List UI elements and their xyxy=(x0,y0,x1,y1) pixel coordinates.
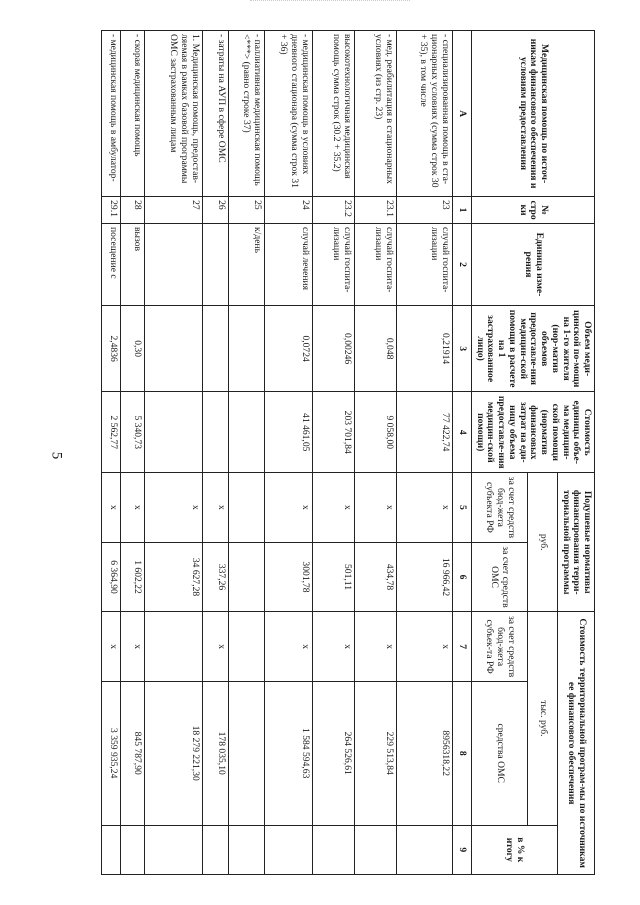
table-row xyxy=(396,31,452,875)
header-norms-oms: за счет средств ОМС xyxy=(471,542,527,612)
row-name: - медицинская помощь в амбулатор- xyxy=(101,31,120,197)
row-cost-oms: 8956318,22 xyxy=(396,681,452,825)
col-number: 8 xyxy=(452,681,471,825)
row-cost-budget: х xyxy=(101,612,120,682)
row-percent xyxy=(264,825,312,874)
row-name: - затраты на АУП в сфере ОМС xyxy=(202,31,228,197)
row-unit-cost: 203 701,84 xyxy=(312,392,354,473)
row-unit-cost xyxy=(228,392,264,473)
row-unit xyxy=(144,224,202,306)
table-row xyxy=(144,31,202,875)
row-volume: 2,4836 xyxy=(101,305,120,391)
row-cost-oms xyxy=(228,681,264,825)
table-row xyxy=(202,31,228,875)
page-number: 5 xyxy=(48,451,65,460)
row-percent xyxy=(101,825,120,874)
row-unit xyxy=(202,224,228,306)
row-volume: 0,21914 xyxy=(396,305,452,391)
row-percent xyxy=(120,825,144,874)
row-percent xyxy=(396,825,452,874)
row-unit: случай лечения xyxy=(264,224,312,306)
row-number: 27 xyxy=(144,197,202,224)
table-row xyxy=(120,31,144,875)
row-volume: 0,30 xyxy=(120,305,144,391)
row-number: 24 xyxy=(264,197,312,224)
header-percent-total: в % к итогу xyxy=(471,825,557,874)
row-percent xyxy=(228,825,264,874)
col-number: 9 xyxy=(452,825,471,874)
row-name: - специализированная помощь в ста-ционарных условиях (сумма строк 30 + 35), в том числе xyxy=(396,31,452,197)
row-unit-cost: 5 340,73 xyxy=(120,392,144,473)
row-number: 28 xyxy=(120,197,144,224)
row-cost-oms: 845 787,90 xyxy=(120,681,144,825)
row-unit-cost xyxy=(202,392,228,473)
row-norm-oms: 434,78 xyxy=(354,542,396,612)
row-cost-oms: 18 279 221,30 xyxy=(144,681,202,825)
col-number: 4 xyxy=(452,392,471,473)
row-norm-budget: х xyxy=(354,473,396,543)
row-norm-budget: х xyxy=(396,473,452,543)
row-norm-budget xyxy=(228,473,264,543)
header-care-type: Медицинская помощь по источ-никам финансового обеспечения и условиям предоставления xyxy=(471,31,594,197)
row-cost-budget xyxy=(144,612,202,682)
col-number: 1 xyxy=(452,197,471,224)
header-per-capita-norms: Подушевые нормативы финансирования терри-ториальной программы xyxy=(557,473,594,612)
row-volume: 0,0724 xyxy=(264,305,312,391)
row-unit: к/день xyxy=(228,224,264,306)
row-norm-oms xyxy=(228,542,264,612)
header-norms-unit: руб. xyxy=(527,473,557,612)
row-norm-budget: х xyxy=(312,473,354,543)
row-norm-oms: 501,11 xyxy=(312,542,354,612)
row-percent xyxy=(202,825,228,874)
row-unit: случай госпита-лизации xyxy=(396,224,452,306)
table-row xyxy=(264,31,312,875)
header-cost-unit: тыс. руб. xyxy=(527,612,557,825)
row-cost-budget: х xyxy=(202,612,228,682)
row-name: 1. Медицинская помощь, предостав-ляемая в рамках базовой программы ОМС застрахованным лицам xyxy=(144,31,202,197)
row-norm-oms: 3001,78 xyxy=(264,542,312,612)
row-norm-budget: х xyxy=(264,473,312,543)
program-cost-table xyxy=(101,30,595,875)
row-percent xyxy=(144,825,202,874)
row-name: - медицинская помощь в условиях дневного стационара (сумма строк 31 + 36) xyxy=(264,31,312,197)
row-volume xyxy=(228,305,264,391)
col-number: 5 xyxy=(452,473,471,543)
row-number: 26 xyxy=(202,197,228,224)
row-norm-budget: х xyxy=(101,473,120,543)
row-percent xyxy=(354,825,396,874)
row-unit: вызов xyxy=(120,224,144,306)
header-volume: Объем меди-цинской по-мощи на 1-го жителя (нор-матив объемов предоставле-ния медицин-ской помощи в расчете на 1 застрахованное лицо) xyxy=(471,305,594,391)
row-name: - мед. реабилитация в стационарных условиях (из стр. 23) xyxy=(354,31,396,197)
header-program-cost: Стоимость территориальной програм-мы по источникам ее финансового обеспечения xyxy=(557,612,594,875)
col-number: А xyxy=(452,31,471,197)
row-number: 23.2 xyxy=(312,197,354,224)
row-name: - скорая медицинская помощь xyxy=(120,31,144,197)
header-unit-cost: Стоимость единицы объе-ма медицин-ской помощи (норматив финансовых затрат на еди-ницу объема предоставле-ния медицин-ской помощи) xyxy=(471,392,594,473)
header-cost-budget: за счет средств бюд-жета субъек-та РФ xyxy=(471,612,527,682)
row-unit-cost: 41 461,05 xyxy=(264,392,312,473)
col-number: 6 xyxy=(452,542,471,612)
row-cost-oms: 178 035,10 xyxy=(202,681,228,825)
table-row xyxy=(228,31,264,875)
row-unit-cost: 2 562,77 xyxy=(101,392,120,473)
row-norm-budget: х xyxy=(202,473,228,543)
scan-artifact xyxy=(250,0,410,7)
col-number: 3 xyxy=(452,305,471,391)
row-number: 23.1 xyxy=(354,197,396,224)
row-volume xyxy=(144,305,202,391)
table-row xyxy=(312,31,354,875)
row-norm-oms: 1 602,22 xyxy=(120,542,144,612)
header-cost-oms: средства ОМС xyxy=(471,681,527,825)
table-row xyxy=(101,31,120,875)
row-cost-budget: х xyxy=(264,612,312,682)
row-volume: 0,00246 xyxy=(312,305,354,391)
row-cost-oms: 229 513,84 xyxy=(354,681,396,825)
row-name: высокотехнологичная медицинская помощь сумма строк (30.2 + 35.2) xyxy=(312,31,354,197)
row-unit-cost xyxy=(144,392,202,473)
row-unit-cost: 9 058,00 xyxy=(354,392,396,473)
row-cost-budget: х xyxy=(354,612,396,682)
table-body xyxy=(101,31,452,875)
col-number: 7 xyxy=(452,612,471,682)
row-norm-oms: 16 966,42 xyxy=(396,542,452,612)
row-norm-oms: 6 364,90 xyxy=(101,542,120,612)
col-number: 2 xyxy=(452,224,471,306)
row-volume xyxy=(202,305,228,391)
row-number: 25 xyxy=(228,197,264,224)
row-norm-oms: 34 627,28 xyxy=(144,542,202,612)
row-name: - паллиативная медицинская помощь <***> (равно строке 37) xyxy=(228,31,264,197)
row-cost-budget: х xyxy=(120,612,144,682)
row-norm-budget: х xyxy=(120,473,144,543)
row-cost-oms: 1 584 594,63 xyxy=(264,681,312,825)
row-unit-cost: 77 422,74 xyxy=(396,392,452,473)
header-row-number: № стро ки xyxy=(471,197,594,224)
row-cost-oms: 3 359 935,24 xyxy=(101,681,120,825)
row-cost-budget: х xyxy=(396,612,452,682)
row-cost-budget xyxy=(228,612,264,682)
row-volume: 0,048 xyxy=(354,305,396,391)
row-norm-oms: 337,26 xyxy=(202,542,228,612)
header-unit: Единица изме-рения xyxy=(471,224,594,306)
row-norm-budget: х xyxy=(144,473,202,543)
row-percent xyxy=(312,825,354,874)
column-number-row xyxy=(452,31,471,875)
rotated-table-container xyxy=(107,30,595,875)
row-unit: случай госпита-лизации xyxy=(312,224,354,306)
row-unit: случай госпита-лизации xyxy=(354,224,396,306)
row-number: 29.1 xyxy=(101,197,120,224)
rotated-page xyxy=(107,30,595,875)
row-cost-budget: х xyxy=(312,612,354,682)
table-row xyxy=(354,31,396,875)
row-unit: посещение с xyxy=(101,224,120,306)
header-norms-budget: за счет средств бюд-жета субъекта РФ xyxy=(471,473,527,543)
row-number: 23 xyxy=(396,197,452,224)
row-cost-oms: 264 526,61 xyxy=(312,681,354,825)
